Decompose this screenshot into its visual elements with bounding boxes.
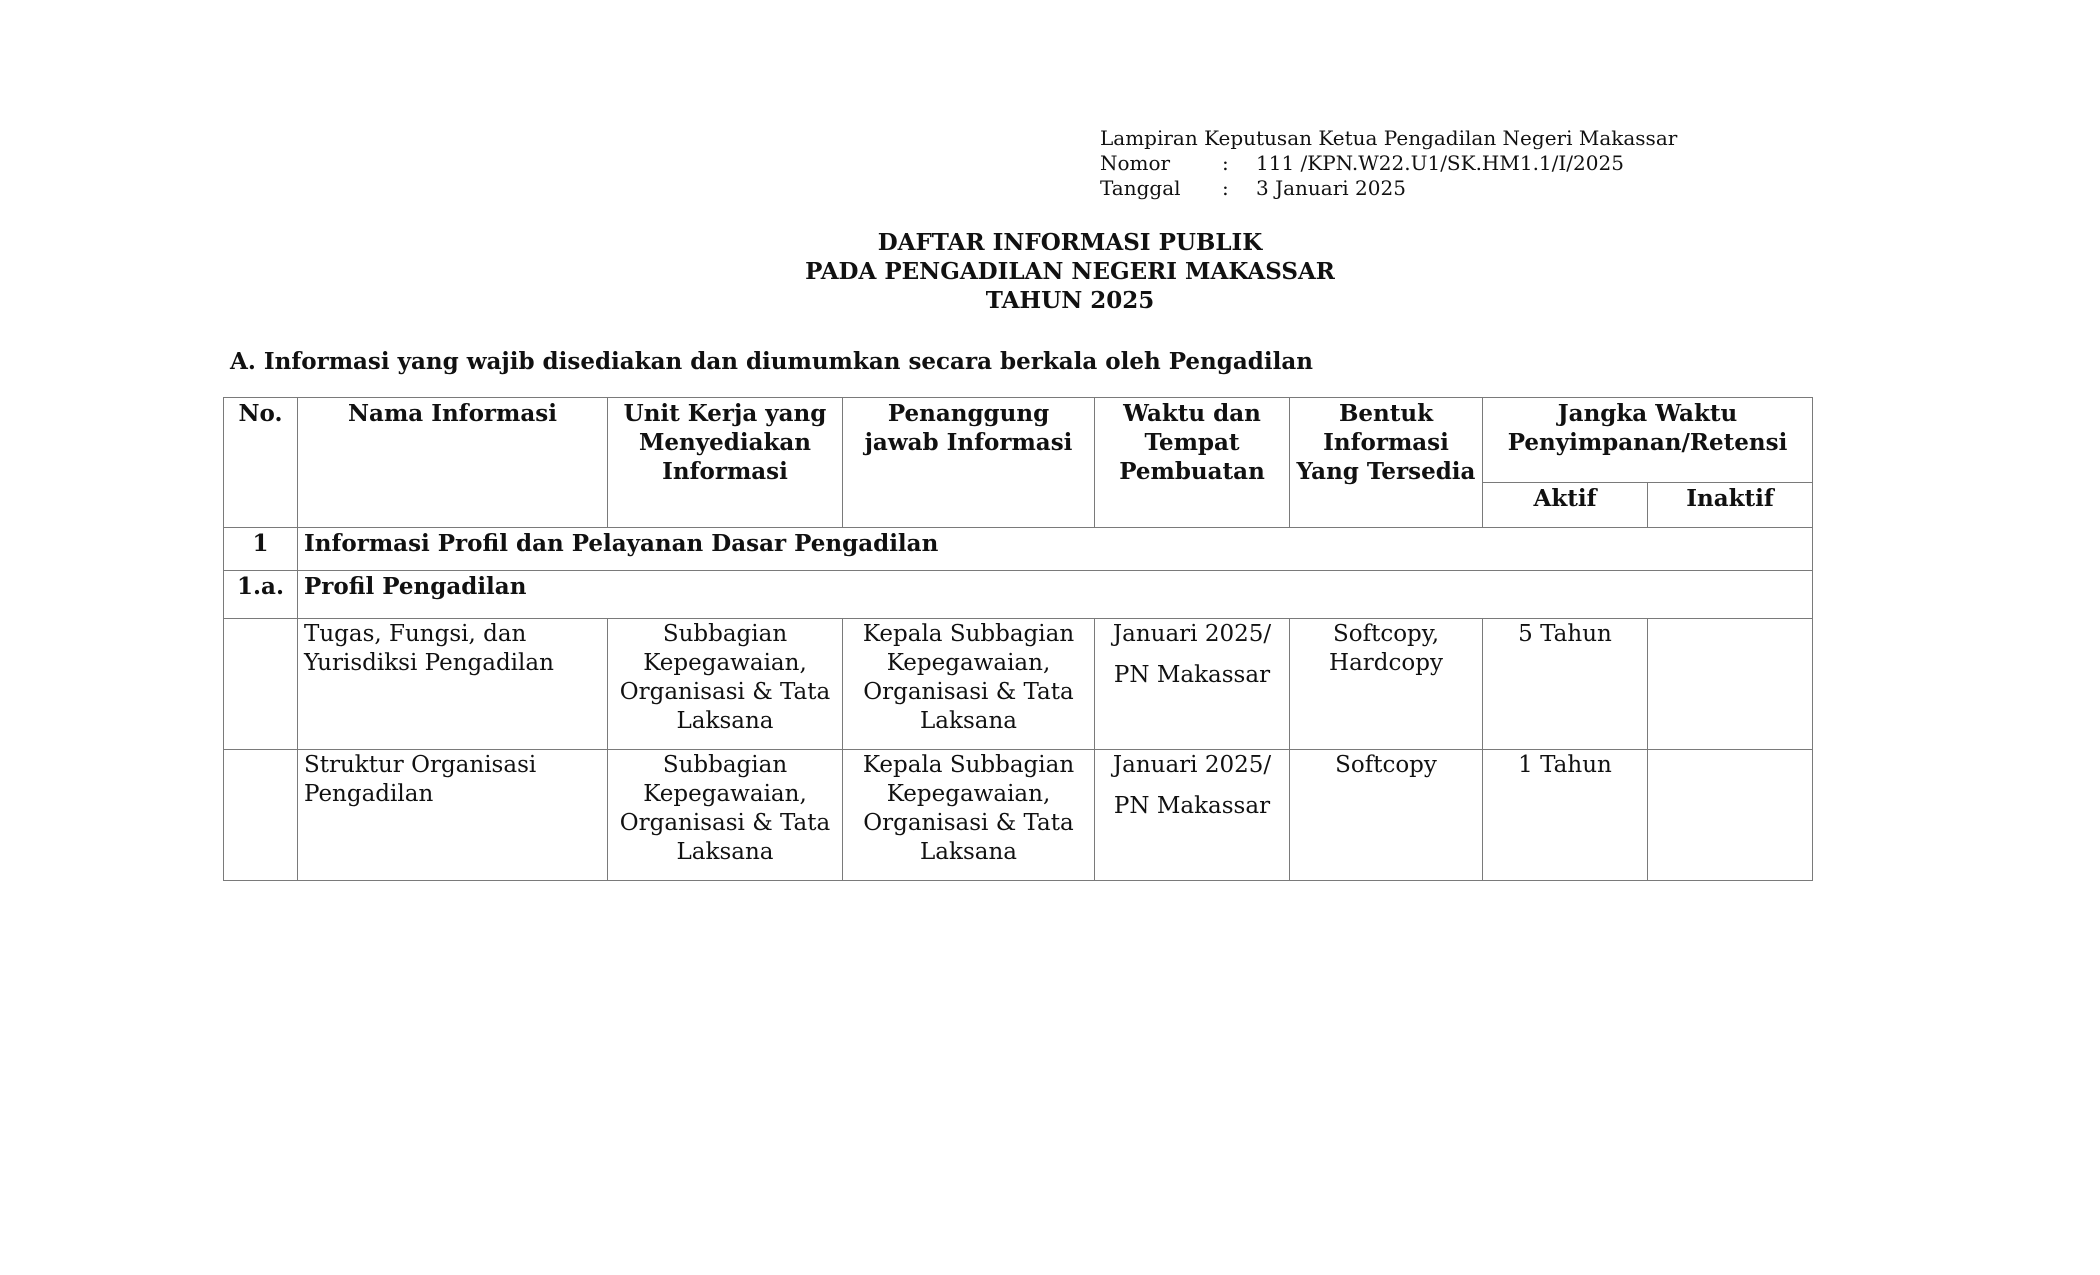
decree-number-line: [1100, 151, 1677, 176]
header-bentuk-informasi: Bentuk Informasi Yang Tersedia: [1290, 398, 1483, 528]
cell-bentuk-informasi: Softcopy: [1290, 750, 1483, 881]
table-header-row: [224, 398, 1813, 483]
attachment-header: [1100, 126, 1677, 201]
cell-inaktif: [1648, 750, 1813, 881]
cell-unit-kerja: Subbagian Kepegawaian, Organisasi & Tata Laksana: [608, 619, 843, 750]
subsection-row: [224, 571, 1813, 619]
cell-penanggung-jawab: Kepala Subbagian Kepegawaian, Organisasi & Tata Laksana: [843, 619, 1095, 750]
decree-date-value: 3 Januari 2025: [1256, 176, 1406, 200]
cell-waktu-tempat: [1095, 619, 1290, 750]
subsection-row-no: 1.a.: [224, 571, 298, 619]
attachment-title: Lampiran Keputusan Ketua Pengadilan Negeri Makassar: [1100, 126, 1678, 150]
section-row-no: 1: [224, 528, 298, 571]
cell-nama-informasi: Struktur Organisasi Pengadilan: [298, 750, 608, 881]
title-line-2: PADA PENGADILAN NEGERI MAKASSAR: [805, 258, 1335, 285]
cell-waktu-tempat: [1095, 750, 1290, 881]
cell-tempat: PN Makassar: [1113, 793, 1271, 819]
section-a-heading: A. Informasi yang wajib disediakan dan diumumkan secara berkala oleh Pengadilan: [230, 348, 1313, 375]
cell-penanggung-jawab: Kepala Subbagian Kepegawaian, Organisasi & Tata Laksana: [843, 750, 1095, 881]
header-aktif: Aktif: [1483, 483, 1648, 528]
title-line-3: TAHUN 2025: [985, 287, 1155, 314]
decree-number-colon: :: [1222, 151, 1229, 175]
header-no: No.: [224, 398, 298, 528]
subsection-row-title: Profil Pengadilan: [298, 571, 1813, 619]
header-jangka-waktu: Jangka Waktu Penyimpanan/Retensi: [1483, 398, 1813, 483]
cell-aktif: 5 Tahun: [1483, 619, 1648, 750]
section-row: [224, 528, 1813, 571]
cell-inaktif: [1648, 619, 1813, 750]
cell-waktu: Januari 2025/: [1112, 621, 1272, 647]
cell-unit-kerja: Subbagian Kepegawaian, Organisasi & Tata Laksana: [608, 750, 843, 881]
decree-date-colon: :: [1222, 176, 1229, 200]
cell-aktif: 1 Tahun: [1483, 750, 1648, 881]
cell-tempat: PN Makassar: [1113, 662, 1271, 688]
cell-waktu: Januari 2025/: [1112, 752, 1272, 778]
header-nama-informasi: Nama Informasi: [298, 398, 608, 528]
public-information-table: [223, 397, 1813, 881]
decree-number-label: Nomor: [1100, 151, 1171, 175]
decree-number-value: 111 /KPN.W22.U1/SK.HM1.1/I/2025: [1256, 151, 1624, 175]
decree-date-label: Tanggal: [1100, 176, 1181, 200]
header-penanggung-jawab: Penanggung jawab Informasi: [843, 398, 1095, 528]
table-row: [224, 619, 1813, 750]
cell-bentuk-informasi: Softcopy, Hardcopy: [1290, 619, 1483, 750]
cell-no: [224, 619, 298, 750]
cell-nama-informasi: Tugas, Fungsi, dan Yurisdiksi Pengadilan: [298, 619, 608, 750]
cell-no: [224, 750, 298, 881]
decree-date-line: [1100, 176, 1677, 201]
document-title: [0, 228, 2100, 315]
header-waktu-tempat: Waktu dan Tempat Pembuatan: [1095, 398, 1290, 528]
header-inaktif: Inaktif: [1648, 483, 1813, 528]
header-unit-kerja: Unit Kerja yang Menyediakan Informasi: [608, 398, 843, 528]
table-row: [224, 750, 1813, 881]
section-row-title: Informasi Profil dan Pelayanan Dasar Pengadilan: [298, 528, 1813, 571]
title-line-1: DAFTAR INFORMASI PUBLIK: [877, 229, 1263, 256]
